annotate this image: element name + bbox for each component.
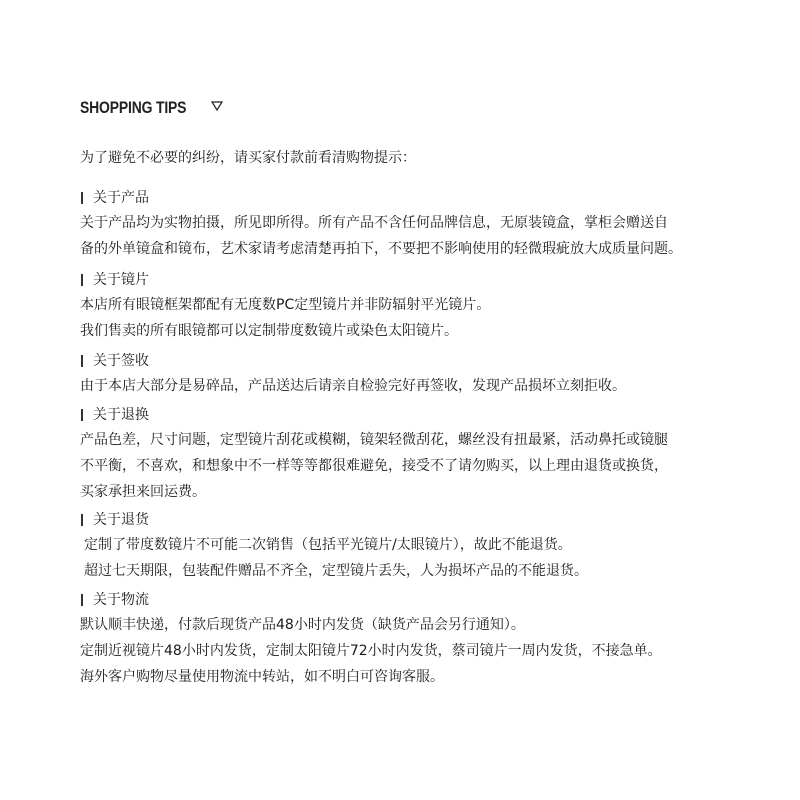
heading-bar (81, 192, 83, 204)
section-exchange (80, 403, 668, 505)
section-heading-label: 关于退换 (93, 407, 149, 423)
section-line: 产品色差，尺寸问题，定型镜片刮花或模糊，镜架轻微刮花，螺丝没有扭最紧，活动鼻托或镜腿 (80, 432, 668, 448)
section-line: 超过七天期限，包装配件赠品不齐全，定型镜片丢失，人为损坏产品的不能退货。 (84, 563, 588, 579)
section-heading-label: 关于物流 (93, 592, 149, 608)
section-line: 关于产品均为实物拍摄，所见即所得。所有产品不含任何品牌信息，无原装镜盒，掌柜会赠送自 (80, 215, 668, 231)
section-line: 定制了带度数镜片不可能二次销售（包括平光镜片/太眼镜片），故此不能退货。 (84, 537, 572, 553)
section-heading (80, 186, 682, 210)
section-signing (80, 349, 626, 399)
section-heading (80, 268, 490, 292)
section-line: 由于本店大部分是易碎品，产品送达后请亲自检验完好再签收，发现产品损坏立刻拒收。 (80, 378, 626, 394)
page-title: SHOPPING TIPS (80, 98, 187, 117)
section-heading-label: 关于签收 (93, 353, 149, 369)
heading-bar (81, 514, 83, 526)
section-line: 海外客户购物尽量使用物流中转站，如不明白可咨询客服。 (80, 669, 444, 685)
intro-text: 为了避免不必要的纠纷，请买家付款前看清购物提示： (80, 150, 416, 166)
section-heading (80, 403, 668, 427)
section-heading-label: 关于镜片 (93, 272, 149, 288)
section-line: 本店所有眼镜框架都配有无度数PC定型镜片并非防辐射平光镜片。 (80, 297, 491, 313)
triangle-down-icon (211, 101, 223, 111)
section-line: 备的外单镜盒和镜布，艺术家请考虑清楚再拍下，不要把不影响使用的轻微瑕疵放大成质量问题。 (80, 241, 682, 257)
heading-bar (81, 274, 83, 286)
section-product (80, 186, 682, 262)
section-heading-label: 关于产品 (93, 190, 149, 206)
section-line: 买家承担来回运费。 (80, 484, 206, 500)
heading-bar (81, 594, 83, 606)
heading-bar (81, 409, 83, 421)
shopping-tips-header (80, 96, 210, 120)
section-heading (80, 588, 662, 612)
section-heading (80, 508, 588, 532)
section-line: 默认顺丰快递，付款后现货产品48小时内发货（缺货产品会另行通知）。 (80, 617, 525, 633)
section-return (80, 508, 588, 584)
section-heading-label: 关于退货 (93, 512, 149, 528)
section-logistics (80, 588, 662, 690)
heading-bar (81, 355, 83, 367)
section-line: 定制近视镜片48小时内发货，定制太阳镜片72小时内发货，蔡司镜片一周内发货，不接急单。 (80, 643, 662, 659)
section-line: 我们售卖的所有眼镜都可以定制带度数镜片或染色太阳镜片。 (80, 323, 458, 339)
section-heading (80, 349, 626, 373)
section-line: 不平衡，不喜欢，和想象中不一样等等都很难避免，接受不了请勿购买，以上理由退货或换货， (80, 458, 668, 474)
section-lens (80, 268, 490, 344)
